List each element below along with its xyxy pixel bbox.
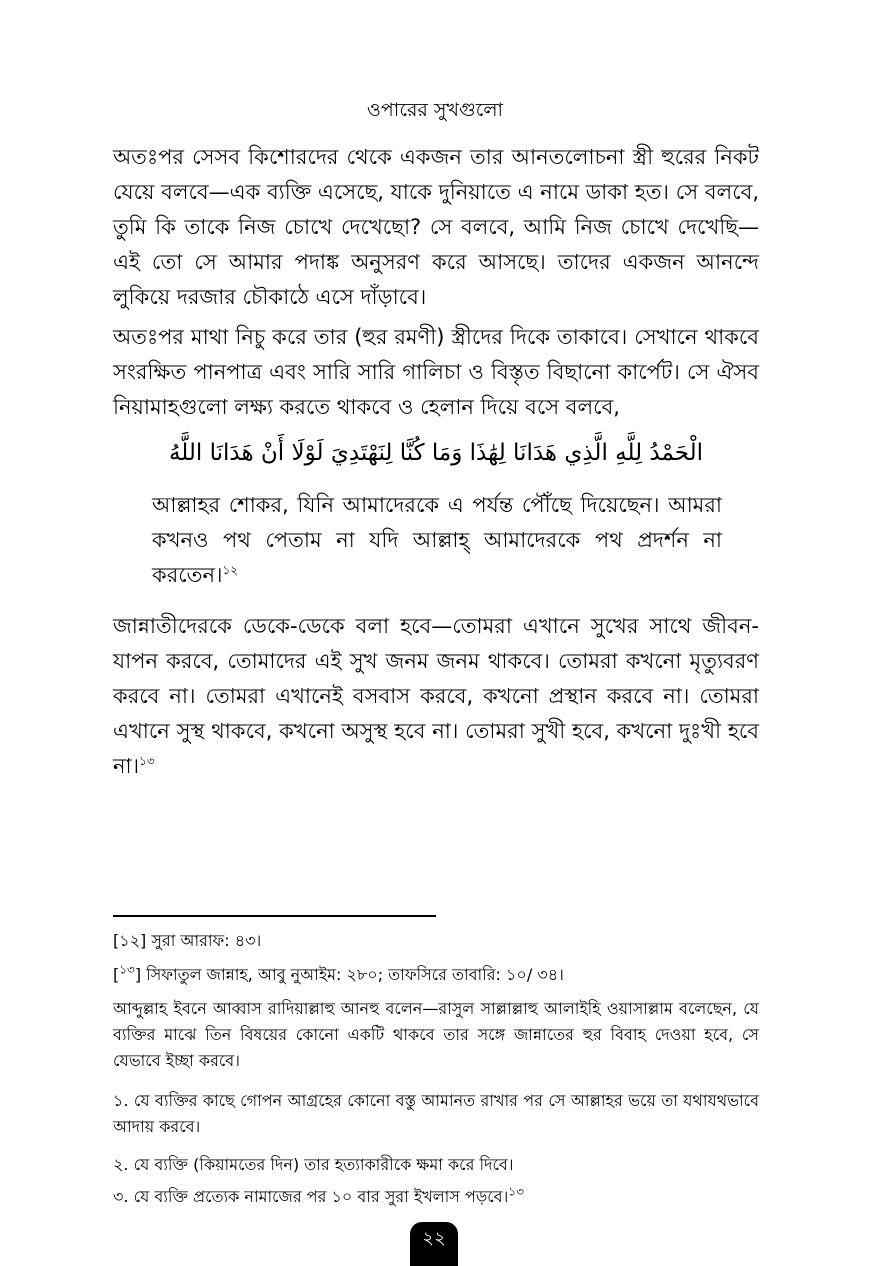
- hadith-intro: আব্দুল্লাহ ইবনে আব্বাস রাদিয়াল্লাহু আনহু বলেন—রাসুল সাল্লাল্লাহু আলাইহি ওয়াসাল্লাম বলেছেন, যে ব্যক্তির মাঝে তিন বিষয়ের কোনো একটি থাকবে তার সঙ্গে জান্নাতের হুর বিবাহ দেওয়া হবে, সে যেভাবে ইচ্ছা করবে।: [113, 999, 759, 1070]
- hadith-item-3-text: ৩. যে ব্যক্তি প্রত্যেক নামাজের পর ১০ বার সুরা ইখলাস পড়বে।: [113, 1187, 509, 1206]
- footnote-ref-12[interactable]: ১২: [222, 563, 239, 577]
- hadith-item-2: ২. যে ব্যক্তি (কিয়ামতের দিন) তার হত্যাকারীকে ক্ষমা করে দিবে।: [113, 1155, 514, 1174]
- arabic-verse: الْحَمْدُ لِلَّهِ الَّذِي هَدَانَا لِهَٰذَا وَمَا كُنَّا لِنَهْتَدِيَ لَوْلَا أَنْ هَدَانَا اللَّهُ: [168, 440, 704, 466]
- running-title: ওপারের সুখগুলো: [366, 99, 504, 121]
- hadith-item-3-footnote-ref[interactable]: ১৩: [508, 1184, 524, 1199]
- footnote-13-open-bracket: [: [113, 965, 120, 984]
- body-paragraph-3: [113, 609, 759, 784]
- footnote-13-marker: ১৩: [119, 962, 135, 977]
- footnote-divider: [113, 915, 436, 917]
- footnote-13: [113, 962, 759, 988]
- page-number: ২২: [410, 1222, 458, 1266]
- hadith-item-3: [113, 1184, 759, 1210]
- hadith-item-1: ১. যে ব্যক্তির কাছে গোপন আগ্রহের কোনো বস্তু আমানত রাখার পর সে আল্লাহর ভয়ে তা যথাযথভাবে আদায় করবে।: [113, 1091, 759, 1136]
- footnote-13-text: ] সিফাতুল জান্নাহ, আবু নুআইম: ২৮০; তাফসিরে তাবারি: ১০/ ৩৪।: [134, 965, 564, 984]
- body-paragraph-2: অতঃপর মাথা নিচু করে তার (হুর রমণী) স্ত্রীদের দিকে তাকাবে। সেখানে থাকবে সংরক্ষিত পানপাত্র এবং সারি সারি গালিচা ও বিস্তৃত বিছানো কার্পেট। সে ঐসব নিয়ামাহগুলো লক্ষ্য করতে থাকবে ও হেলান দিয়ে বসে বলবে,: [113, 325, 759, 419]
- footnote-ref-13[interactable]: ১৩: [139, 754, 155, 768]
- verse-translation: [152, 488, 722, 593]
- footnote-12: [১২] সুরা আরাফ: ৪৩।: [113, 931, 262, 950]
- body-paragraph-1: অতঃপর সেসব কিশোরদের থেকে একজন তার আনতলোচনা স্ত্রী হুরের নিকট যেয়ে বলবে—এক ব্যক্তি এসেছে, যাকে দুনিয়াতে এ নামে ডাকা হত। সে বলবে, তুমি কি তাকে নিজ চোখে দেখেছো? সে বলবে, আমি নিজ চোখে দেখেছি—এই তো সে আমার পদাঙ্ক অনুসরণ করে আসছে। তাদের একজন আনন্দে লুকিয়ে দরজার চৌকাঠে এসে দাঁড়াবে।: [113, 145, 759, 309]
- verse-translation-text: আল্লাহর শোকর, যিনি আমাদেরকে এ পর্যন্ত পৌঁছে দিয়েছেন। আমরা কখনও পথ পেতাম না যদি আল্লাহ্ আমাদেরকে পথ প্রদর্শন না করতেন।: [152, 493, 722, 587]
- body-paragraph-3-text: জান্নাতীদেরকে ডেকে-ডেকে বলা হবে—তোমরা এখানে সুখের সাথে জীবন-যাপন করবে, তোমাদের এই সুখ জনম জনম থাকবে। তোমরা কখনো মৃত্যুবরণ করবে না। তোমরা এখানেই বসবাস করবে, কখনো প্রস্থান করবে না। তোমরা এখানে সুস্থ থাকবে, কখনো অসুস্থ হবে না। তোমরা সুখী হবে, কখনো দুঃখী হবে না।: [113, 614, 759, 778]
